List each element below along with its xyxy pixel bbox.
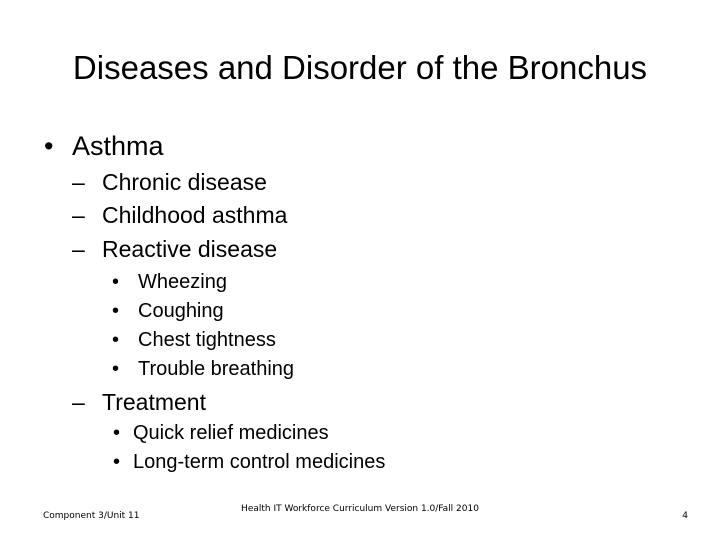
symptom-item xyxy=(112,328,276,352)
symptom-item xyxy=(112,299,224,323)
bullet-marker: • xyxy=(113,451,121,473)
page-number: 4 xyxy=(682,511,688,521)
bullet-text: Asthma xyxy=(72,131,164,161)
symptom-text: Chest tightness xyxy=(138,329,276,351)
dash-marker: – xyxy=(72,169,85,195)
bullet-marker: • xyxy=(112,358,120,380)
symptom-item xyxy=(112,270,227,294)
symptom-text: Trouble breathing xyxy=(138,358,295,380)
bullet-asthma xyxy=(44,130,164,162)
treatment-text: Long-term control medicines xyxy=(133,451,386,473)
subbullet-text: Childhood asthma xyxy=(102,202,288,228)
subbullet-reactive-disease xyxy=(72,235,277,263)
dash-marker: – xyxy=(72,389,85,415)
bullet-marker: • xyxy=(112,300,120,322)
subbullet-childhood-asthma xyxy=(72,201,287,229)
subbullet-chronic-disease xyxy=(72,168,267,196)
bullet-marker: • xyxy=(112,329,120,351)
symptom-text: Coughing xyxy=(138,300,224,322)
slide-title: Diseases and Disorder of the Bronchus xyxy=(72,49,648,86)
footer-component: Component 3/Unit 11 xyxy=(43,511,140,521)
subbullet-text: Chronic disease xyxy=(102,169,267,195)
treatment-item xyxy=(113,450,385,474)
bullet-marker: • xyxy=(112,271,120,293)
bullet-marker: • xyxy=(113,422,121,444)
subbullet-text: Reactive disease xyxy=(102,236,278,262)
symptom-item xyxy=(112,357,294,381)
symptom-text: Wheezing xyxy=(138,271,227,293)
treatment-text: Quick relief medicines xyxy=(133,422,329,444)
dash-marker: – xyxy=(72,236,85,262)
treatment-item xyxy=(113,421,329,445)
dash-marker: – xyxy=(72,202,85,228)
footer-curriculum: Health IT Workforce Curriculum Version 1.0/Fall 2010 xyxy=(241,504,479,514)
bullet-marker: • xyxy=(44,131,54,161)
subbullet-treatment xyxy=(72,388,206,416)
subbullet-text: Treatment xyxy=(102,389,206,415)
